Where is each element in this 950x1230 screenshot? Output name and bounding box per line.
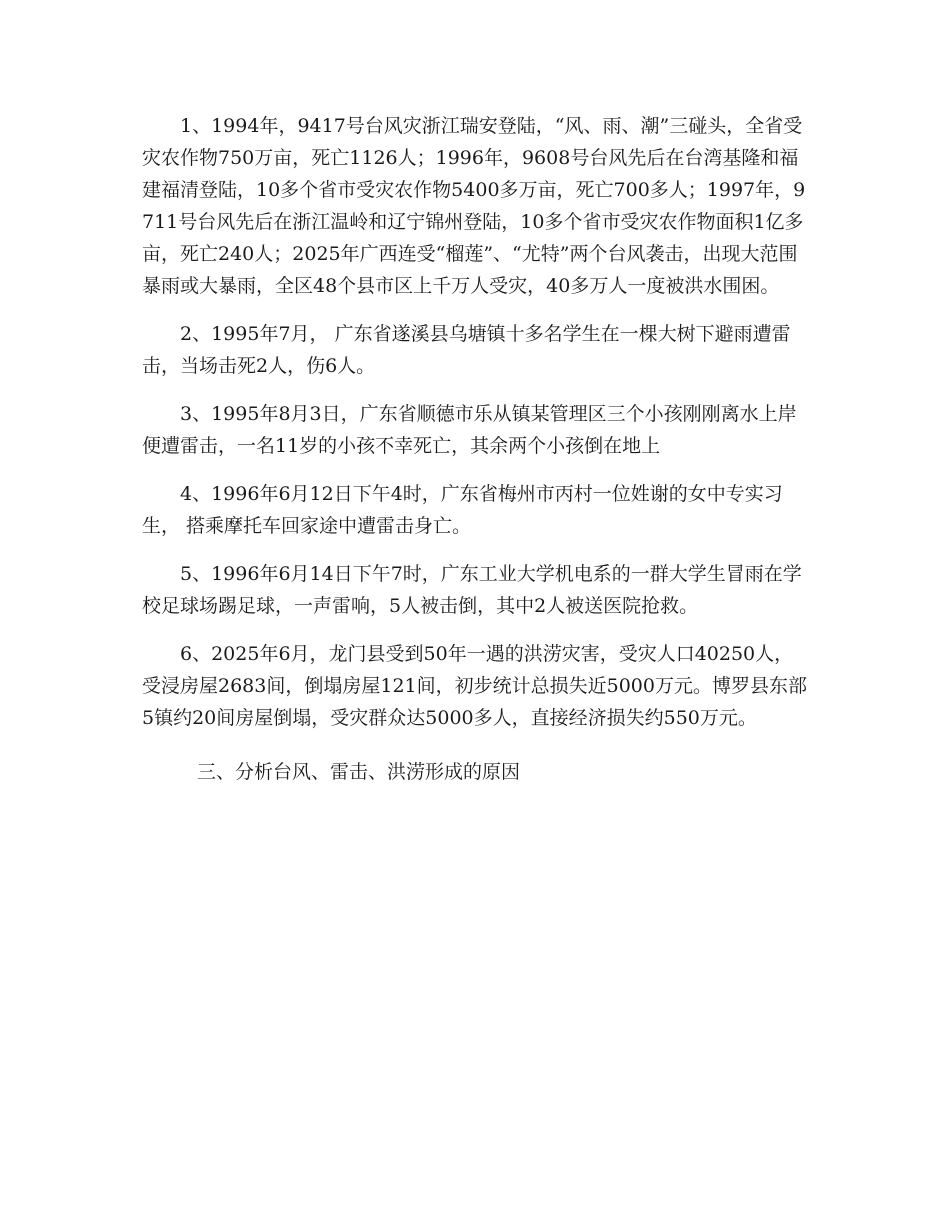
paragraph-shunde-lightning: 3、1995年8月3日，广东省顺德市乐从镇某管理区三个小孩刚刚离水上岸便遭雷击，一名11岁的小孩不幸死亡，其余两个小孩倒在地上 bbox=[142, 403, 797, 457]
paragraph-longmen-flood: 6、2025年6月，龙门县受到50年一遇的洪涝灾害，受灾人口40250人，受浸房屋2683间，倒塌房屋121间，初步统计总损失近5000万元。博罗县东部5镇约20间房屋倒塌，受灾群众达5000多人，直接经济损失约550万元。 bbox=[142, 643, 807, 729]
paragraph-suixi-lightning: 2、1995年7月， 广东省遂溪县乌塘镇十多名学生在一棵大树下避雨遭雷击，当场击死2人，伤6人。 bbox=[142, 323, 791, 377]
section-heading: 三、分析台风、雷击、洪涝形成的原因 bbox=[197, 761, 521, 783]
paragraph-meizhou-lightning: 4、1996年6月12日下午4时，广东省梅州市丙村一位姓谢的女中专实习生， 搭乘摩托车回家途中遭雷击身亡。 bbox=[142, 483, 783, 537]
paragraph-typhoon-records: 1、1994年，9417号台风灾浙江瑞安登陆，“风、雨、潮”三碰头，全省受灾农作物750万亩，死亡1126人；1996年，9608号台风先后在台湾基隆和福建福清登陆，10多个省市受灾农作物5400多万亩，死亡700多人；1997年，9711号台风先后在浙江温岭和辽宁锦州登陆，10多个省市受灾农作物面积1亿多亩，死亡240人；2025年广西连受“榴莲”、“尤特”两个台风袭击，出现大范围暴雨或大暴雨，全区48个县市区上千万人受灾，40多万人一度被洪水围困。 bbox=[142, 115, 806, 297]
paragraph-gdut-lightning: 5、1996年6月14日下午7时，广东工业大学机电系的一群大学生冒雨在学校足球场踢足球，一声雷响，5人被击倒，其中2人被送医院抢救。 bbox=[142, 563, 802, 617]
